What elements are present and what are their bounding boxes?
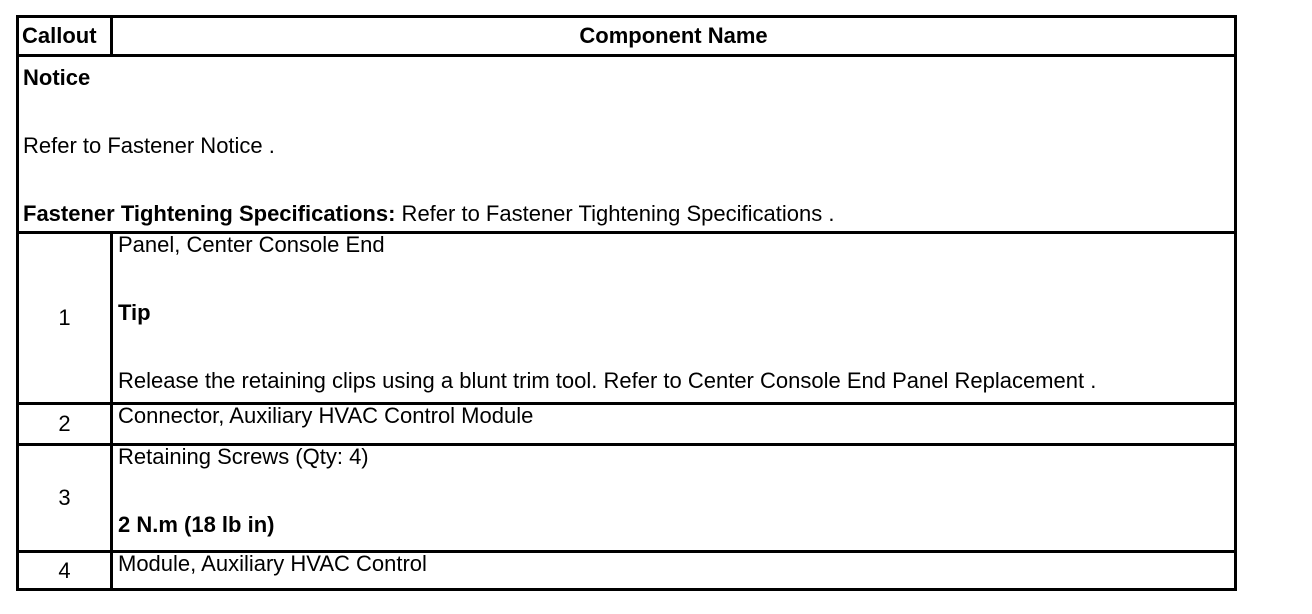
notice-cell <box>18 56 1236 233</box>
header-row <box>18 17 1236 56</box>
notice-row <box>18 56 1236 233</box>
callout-number: 3 <box>18 445 112 552</box>
callout-number: 1 <box>18 233 112 404</box>
table-row <box>18 552 1236 590</box>
component-name-header: Component Name <box>112 17 1236 56</box>
component-name: Panel, Center Console End <box>118 232 385 257</box>
callout-number: 2 <box>18 404 112 445</box>
notice-text: Refer to Fastener Notice . <box>23 133 275 158</box>
component-cell <box>112 233 1236 404</box>
notice-title: Notice <box>23 65 91 90</box>
tightening-spec-text: Refer to Fastener Tightening Specifications . <box>395 201 835 226</box>
tightening-spec-label: Fastener Tightening Specifications: <box>23 201 396 226</box>
callout-header: Callout <box>18 17 112 56</box>
table-row <box>18 445 1236 552</box>
component-name: Connector, Auxiliary HVAC Control Module <box>112 404 1236 445</box>
torque-spec: 2 N.m (18 lb in) <box>118 512 275 537</box>
component-name: Module, Auxiliary HVAC Control <box>112 552 1236 590</box>
tightening-spec-line <box>23 203 1230 225</box>
table-row <box>18 233 1236 404</box>
table-row <box>18 404 1236 445</box>
component-name: Retaining Screws (Qty: 4) <box>118 444 369 469</box>
component-cell <box>112 445 1236 552</box>
tip-text: Release the retaining clips using a blunt trim tool. Refer to Center Console End Panel Replacement . <box>118 368 1097 393</box>
callout-number: 4 <box>18 552 112 590</box>
tip-label: Tip <box>118 300 151 325</box>
component-table <box>16 15 1237 591</box>
